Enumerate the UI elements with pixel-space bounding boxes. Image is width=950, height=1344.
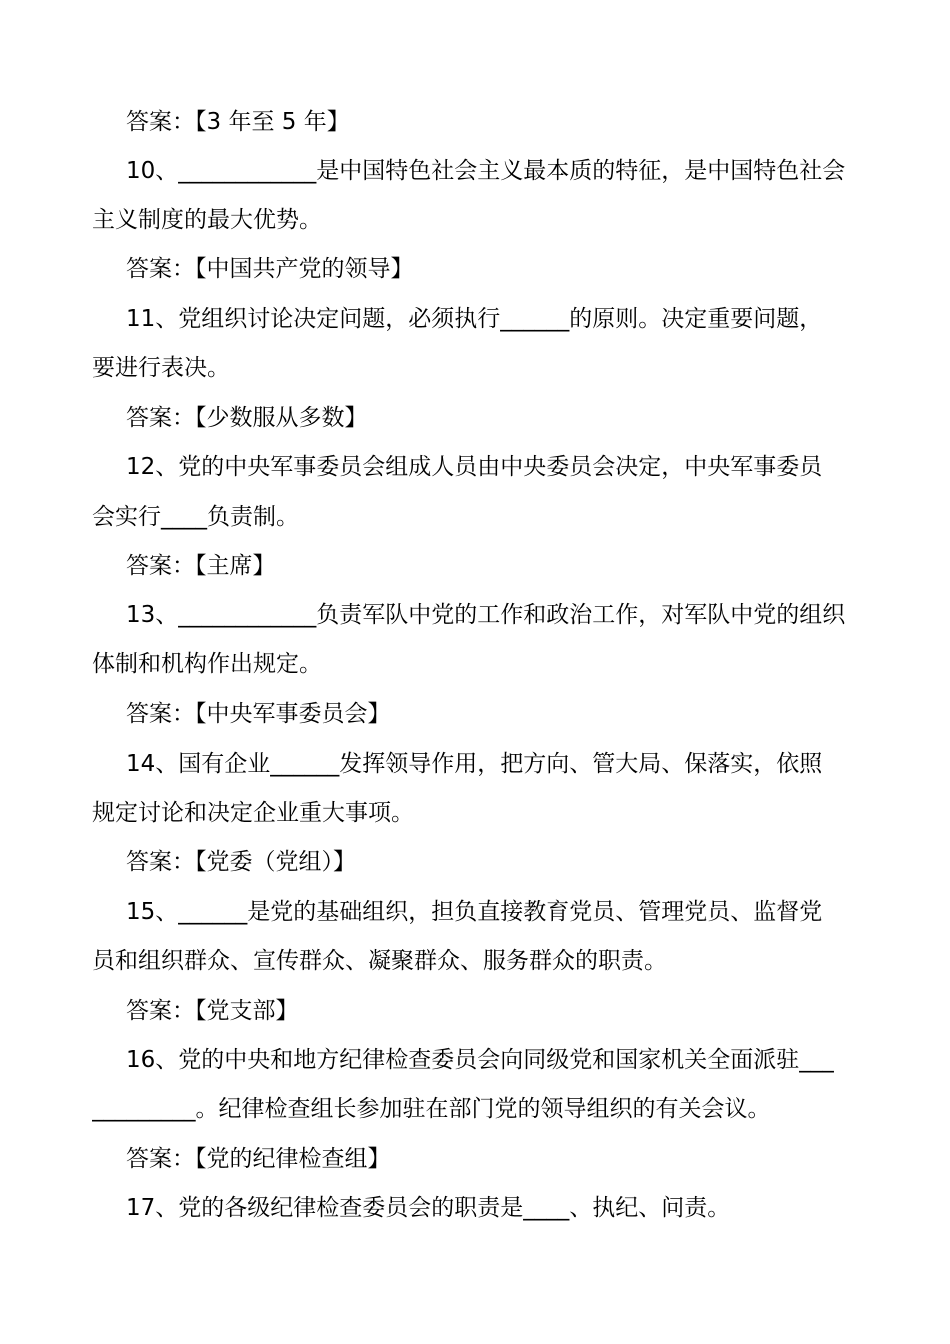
answer-line: 答案：【党委（党组）】 (126, 849, 356, 875)
continuation-line: 会实行____负责制。 (92, 504, 299, 530)
question-line: 14、国有企业______发挥领导作用，把方向、管大局、保落实，依照 (126, 751, 823, 777)
question-line: 13、____________负责军队中党的工作和政治工作，对军队中党的组织 (126, 602, 846, 628)
continuation-line: 员和组织群众、宣传群众、凝聚群众、服务群众的职责。 (92, 948, 667, 974)
question-line: 10、____________是中国特色社会主义最本质的特征，是中国特色社会 (126, 158, 846, 184)
answer-line: 答案：【党的纪律检查组】 (126, 1146, 391, 1172)
continuation-line: 主义制度的最大优势。 (92, 207, 322, 233)
question-line: 15、______是党的基础组织，担负直接教育党员、管理党员、监督党 (126, 899, 823, 925)
answer-line: 答案：【中国共产党的领导】 (126, 256, 414, 282)
continuation-line: 体制和机构作出规定。 (92, 651, 322, 677)
question-line: 17、党的各级纪律检查委员会的职责是____、执纪、问责。 (126, 1195, 731, 1221)
continuation-line: _________。纪律检查组长参加驻在部门党的领导组织的有关会议。 (92, 1096, 771, 1122)
answer-line: 答案：【中央军事委员会】 (126, 701, 391, 727)
answer-line: 答案：【主席】 (126, 553, 276, 579)
answer-line: 答案：【3 年至 5 年】 (126, 109, 350, 135)
answer-line: 答案：【党支部】 (126, 998, 299, 1024)
question-line: 16、党的中央和地方纪律检查委员会向同级党和国家机关全面派驻___ (126, 1047, 834, 1073)
continuation-line: 规定讨论和决定企业重大事项。 (92, 800, 414, 826)
continuation-line: 要进行表决。 (92, 355, 230, 381)
question-line: 12、党的中央军事委员会组成人员由中央委员会决定，中央军事委员 (126, 454, 823, 480)
answer-line: 答案：【少数服从多数】 (126, 405, 368, 431)
question-line: 11、党组织讨论决定问题，必须执行______的原则。决定重要问题， (126, 306, 823, 332)
